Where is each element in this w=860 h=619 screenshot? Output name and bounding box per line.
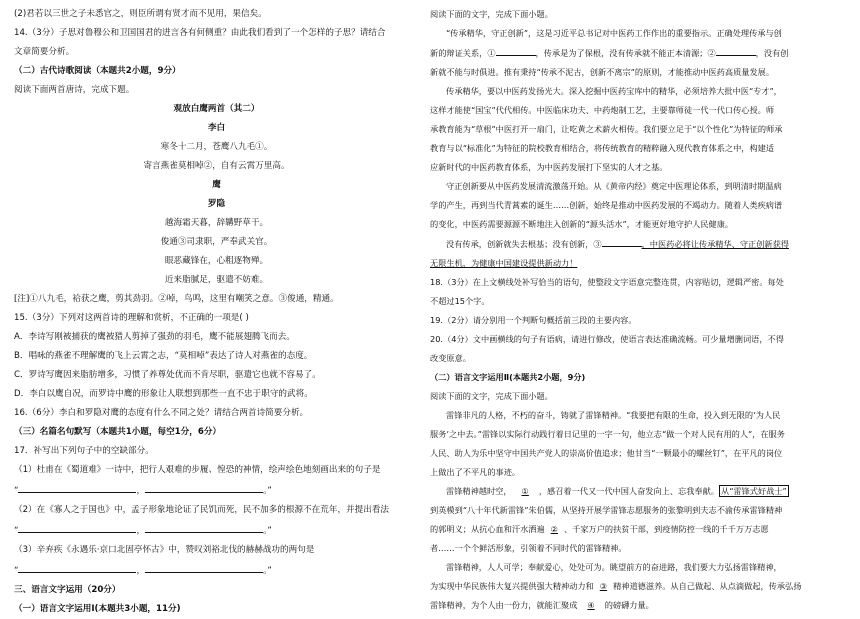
passage-line: 新的辩证关系，① ，传承是为了保根，没有传承就不能正本清源；② ，没有创: [430, 43, 835, 63]
poem1-line: 寒冬十二月，苍鹰八九毛①。: [160, 142, 273, 152]
blank-marker: ②: [550, 524, 558, 534]
passage-intro: 阅读下面的文字，完成下面小题。: [430, 9, 553, 19]
boxed-sentence: 从“雷锋式好战士”: [721, 486, 787, 496]
passage-line: 为实现中华民族伟大复兴提供强大精神动力和 ③ 精神道德滋养。从自己做起、从点滴做起，传承弘扬: [430, 581, 802, 591]
underlined-sentence: ，中医药必将让传承精华、守正创新获得: [641, 239, 789, 249]
passage-line: 应新时代的中医药教育体系，为中医药发展打下坚实的人才之基。: [430, 162, 668, 172]
passage-line: 人民、助人为乐中坚守中国共产党人的崇高价值追求；他甘当“一颗最小的螺丝钉”，在平凡的岗位: [430, 448, 783, 458]
q17-3-blanks: “ ， 。”: [14, 560, 419, 581]
q13-part2: (2)君若以三世之子未悉官之，则臣所谓有贤才而不见用，果信矣。: [14, 9, 267, 19]
passage-line: 这样才能使“国宝”代代相传。中医临床功夫、中药炮制工艺，主要靠师徒一代一代口传心授。师: [430, 105, 775, 115]
poem1-line: 寄言燕雀莫相啅②，自有云霄万里高。: [143, 161, 290, 171]
poem2-line: 越海霜天暮，辞韝野草干。: [164, 218, 269, 228]
language-section-title: 三、语言文字运用（20分）: [14, 585, 121, 595]
section2-lang-intro: 阅读下面的文字，完成下面小题。: [430, 391, 553, 401]
underlined-sentence: 无限生机，为健康中国建设提供新动力！: [430, 258, 578, 268]
left-column: [14, 0, 419, 619]
passage-line: 承教育能为“草根”中医打开一扇门，让吃黄之术薪火相传。我们要立足于“以个性化”为特征的师承: [430, 124, 783, 134]
answer-blank[interactable]: [496, 43, 536, 56]
passage-line: 者……一个个鲜活形象，引领着不同时代的雷锋精神。: [430, 543, 627, 553]
passage-line: [430, 254, 835, 273]
passage-line: 的郭明义；从抗心血和汗水洒遍 ② 、千家万户的扶贫干部，到疫情防控一线的千千万万志愿: [430, 524, 769, 534]
passage-line: 教育与以“标准化”为特征的院校教育相结合，将传统教育的精粹融入现代教育体系之中，构建适: [430, 143, 775, 153]
passage-line: 没有传承，创新就失去根基；没有创新，③ ，中医药必将让传承精华、守正创新获得: [430, 234, 835, 254]
answer-blank[interactable]: [18, 480, 136, 493]
q18-line2: 不超过15个字。: [430, 296, 490, 306]
blank-marker: ④: [587, 600, 595, 610]
q17-3-stem: （3）辛弃疾《永遇乐·京口北固亭怀古》中，赞叹刘裕北伐的赫赫战功的两句是: [14, 545, 315, 555]
answer-blank[interactable]: [145, 480, 263, 493]
answer-blank[interactable]: [145, 560, 263, 573]
q18-line1: 18.（3分）在上文横线处补写恰当的语句，使整段文字语意完整连贯，内容贴切，逻辑严密。每处: [430, 277, 784, 287]
q17-1-stem: （1）杜甫在《蜀道难》一诗中，把行人艰难的步履、惶恐的神情，绘声绘色地刻画出来的句子是: [14, 465, 381, 475]
passage-line: 到英模到“八十年代新雷锋”朱伯儒，从坚持开展学雷锋志愿服务的张黎明到夫志不渝传承雷锋精神: [430, 505, 783, 515]
q19-stem: 19.（2分）请分别用一个判断句概括前三段的主要内容。: [430, 315, 637, 325]
q17-2-stem: （2）在《寡人之于国也》中，孟子形象地论证了民饥而死，民不加多的根源不在荒年，并提出看法: [14, 505, 390, 515]
passage-line: 学的产生，再到当代青蒿素的诞生……创新，始终是推动中医药发展的不竭动力。随着人类疾病谱: [430, 200, 783, 210]
answer-blank[interactable]: [145, 520, 263, 533]
poem2-author: 罗隐: [207, 199, 226, 209]
passage-line: 雷锋精神，人人可学；奉献爱心，处处可为。眺望前方的奋进路，我们要大力弘扬雷锋精神，: [446, 562, 782, 572]
q14-line2: 文章简要分析。: [14, 47, 75, 57]
passage-line: 雷锋精神越时空， ① ，感召着一代又一代中国人奋发向上、忘我奉献。 从“雷锋式好战士”: [446, 486, 787, 496]
poem1-author: 李白: [207, 123, 226, 133]
language-subsection-title: （一）语言文字运用Ⅰ(本题共3小题，11分): [14, 604, 181, 614]
answer-blank[interactable]: [602, 234, 642, 247]
poem2-line: 俊通③司隶职，严奉武关官。: [160, 237, 273, 247]
poem2-line: 眼恶藏锋在，心粗逐物殚。: [164, 256, 269, 266]
passage-line: 雷锋精神，为个人由一份力，就能汇聚成 ④ 的磅礴力量。: [430, 600, 654, 610]
right-column: [430, 0, 835, 615]
q17-2-blanks: “ ， 。”: [14, 520, 419, 541]
poem1-title: 观放白鹰两首（其二）: [173, 104, 260, 114]
poem-note: [注]①八九毛，袷获之鹰，剪其劲羽。②啅，鸟鸣，这里有嘲笑之意。③俊通，精通。: [14, 294, 339, 304]
q20-line1: 20.（4分）文中画横线的句子有语病，请进行修改，使语言表达准确流畅。可少量增删词语，不得: [430, 334, 784, 344]
blank-marker: ①: [521, 486, 529, 496]
section2-title: （二）古代诗歌阅读（本题共2小题，9分）: [14, 66, 181, 76]
q15-option-c: C．罗诗写鹰因来脂肪增多，习惯了养尊处优而不肯尽职，驱遣它也就不容易了。: [14, 370, 321, 380]
q15-option-b: B．唱咏的燕雀不理解鹰的飞上云霄之志，“莫相啅”表达了诗人对燕雀的态度。: [14, 351, 313, 361]
answer-blank[interactable]: [18, 520, 136, 533]
answer-blank[interactable]: [716, 43, 756, 56]
q15-option-d: D．李白以鹰自况，而罗诗中鹰的形象让人联想到那些一直不忠于职守的武将。: [14, 389, 313, 399]
passage-line: 守正创新要从中医药发展清流激荡开始。从《黄帝内经》奠定中医理论体系，到明清时期温病: [446, 181, 782, 191]
q14-line1: 14.（3分）子思对鲁穆公和卫国国君的进言各有何侧重？由此我们看到了一个怎样的子思？请结合: [14, 28, 386, 38]
passage-line: 上做出了不平凡的事迹。: [430, 467, 521, 477]
passage-line: 的变化，中医药需要源源不断地注入创新的“源头活水”，才能更好地守护人民健康。: [430, 219, 734, 229]
passage-line: 传承精华，要以中医药发扬光大。深入挖掘中医药宝库中的精华，必须培养大批中医“专才”，: [446, 86, 782, 96]
passage-line: 服务’之中去。”雷锋以实际行动践行着日记里的一字一句，他立志“做一个对人民有用的人”，在服务: [430, 429, 785, 439]
q15-option-a: A．李诗写刚被捕获的鹰被猎人剪掉了强劲的羽毛，鹰不能展翅腾飞而去。: [14, 332, 295, 342]
q15-stem: 15.（3分）下列对这两首诗的理解和赏析，不正确的一项是( ): [14, 313, 249, 323]
section2-intro: 阅读下面两首唐诗，完成下题。: [14, 85, 135, 95]
poem2-line: 近来脂腻足，驱遣不妨难。: [164, 275, 269, 285]
passage-line: 新就不能与时俱进。推有秉持“传承不泥古，创新不离宗”的原则，才能推动中医药高质量发展。: [430, 67, 775, 77]
passage-line: “传承精华，守正创新”，这是习近平总书记对中医药工作作出的重要指示。正确处理传承与创: [446, 28, 782, 38]
section3-title: （三）名篇名句默写（本题共1小题，每空1分，6分）: [14, 427, 222, 437]
poem2-title: 鹰: [212, 180, 221, 190]
q17-stem: 17．补写出下列句子中的空缺部分。: [14, 446, 154, 456]
q20-line2: 改变原意。: [430, 353, 471, 363]
q17-1-blanks: “ ， 。”: [14, 480, 419, 501]
blank-marker: ③: [599, 581, 608, 591]
passage-line: 雷锋非凡的人格，不朽的奋斗，铸就了雷锋精神。“我要把有限的生命，投入到无限的‘为人民: [446, 410, 781, 420]
answer-blank[interactable]: [18, 560, 136, 573]
section2-lang-title: （二）语言文字运用Ⅱ(本题共2小题，9分): [430, 372, 586, 382]
q16-stem: 16.（6分）李白和罗隐对鹰的态度有什么不同之处？请结合两首诗简要分析。: [14, 408, 309, 418]
